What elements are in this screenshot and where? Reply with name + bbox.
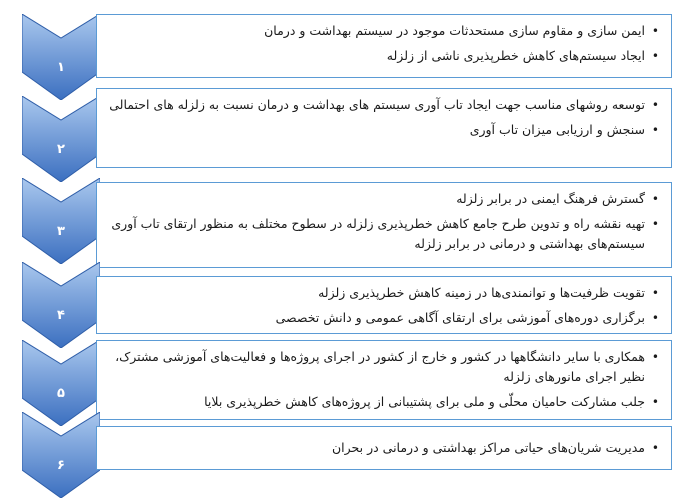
step-3-bullet-1: • گسترش فرهنگ ایمنی در برابر زلزله bbox=[107, 189, 645, 209]
step-1-chevron bbox=[22, 14, 100, 100]
step-6-bullet-1: • مدیریت شریان‌های حیاتی مراکز بهداشتی و درمانی در بحران bbox=[107, 438, 645, 458]
step-6-box bbox=[96, 426, 672, 470]
step-1-box bbox=[96, 14, 672, 78]
step-5-number: ۵ bbox=[57, 386, 65, 401]
step-2-box bbox=[96, 88, 672, 168]
step-2-chevron bbox=[22, 96, 100, 182]
step-5-bullet-2: • جلب مشارکت حامیان محلّی و ملی برای پشتیبانی از پروژه‌های کاهش خطرپذیری بلایا bbox=[107, 392, 645, 412]
step-2-bullet-1: • توسعه روشهای مناسب جهت ایجاد تاب آوری سیستم های بهداشت و درمان نسبت به زلزله های احتمالی bbox=[107, 95, 645, 115]
step-3-chevron bbox=[22, 178, 100, 264]
step-5-bullet-1: • همکاری با سایر دانشگاهها در کشور و خارج از کشور در اجرای پروژه‌ها و فعالیت‌های آموزشی مشترک، نظیر اجرای مانورهای زلزله bbox=[107, 347, 645, 387]
step-1-bullet-2: • ایجاد سیستم‌های کاهش خطرپذیری ناشی از زلزله bbox=[107, 46, 645, 66]
step-4-chevron bbox=[22, 262, 100, 348]
step-6-chevron bbox=[22, 412, 100, 498]
step-3-number: ۳ bbox=[57, 224, 65, 239]
step-2-bullet-2: • سنجش و ارزیابی میزان تاب آوری bbox=[107, 120, 645, 140]
step-5-box bbox=[96, 340, 672, 420]
step-4-bullet-2: • برگزاری دوره‌های آموزشی برای ارتقای آگاهی عمومی و دانش تخصصی bbox=[107, 308, 645, 328]
step-4-number: ۴ bbox=[57, 308, 65, 323]
step-3-bullet-2: • تهیه نقشه راه و تدوین طرح جامع کاهش خطرپذیری زلزله در سطوح مختلف به منظور ارتقای تاب آوری سیستم‌های بهداشتی و درمانی در برابر زلزله bbox=[107, 214, 645, 254]
step-2-number: ۲ bbox=[57, 142, 65, 157]
step-1-bullet-1: • ایمن سازی و مقاوم سازی مستحدثات موجود در سیستم بهداشت و درمان bbox=[107, 21, 645, 41]
step-1-number: ۱ bbox=[57, 60, 65, 75]
step-4-bullet-1: • تقویت ظرفیت‌ها و توانمندی‌ها در زمینه کاهش خطرپذیری زلزله bbox=[107, 283, 645, 303]
step-3-box bbox=[96, 182, 672, 268]
step-4-box bbox=[96, 276, 672, 334]
step-6-number: ۶ bbox=[57, 458, 65, 473]
